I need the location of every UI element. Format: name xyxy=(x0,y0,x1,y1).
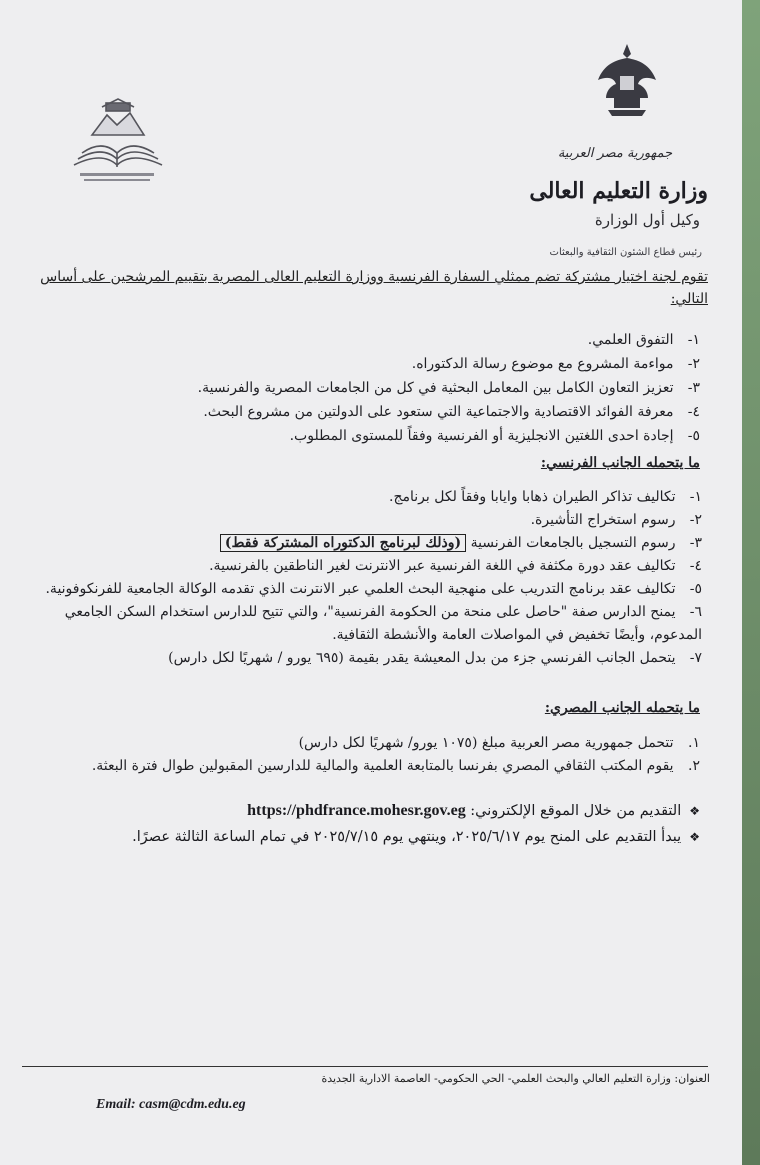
footer-address: العنوان: وزارة التعليم العالي والبحث العلمي- الحي الحكومي- العاصمة الادارية الجديدة xyxy=(321,1072,710,1085)
university-logo-icon xyxy=(62,95,172,190)
list-item: ٢- مواءمة المشروع مع موضوع رسالة الدكتوراه. xyxy=(411,356,700,372)
application-bullets xyxy=(60,798,700,850)
list-item: ٧- يتحمل الجانب الفرنسي جزء من بدل المعيشة يقدر بقيمة (٦٩٥ يورو / شهريًا لكل دارس) xyxy=(168,650,702,666)
criteria-list xyxy=(180,328,700,448)
list-item: ❖التقديم من خلال الموقع الإلكتروني: https://phdfrance.mohesr.gov.eg xyxy=(60,798,700,824)
eagle-emblem-icon xyxy=(594,40,660,120)
list-item: ٢- رسوم استخراج التأشيرة. xyxy=(530,512,702,528)
list-item: ٤- تكاليف عقد دورة مكثفة في اللغة الفرنسية عبر الانترنت لغير الناطقين بالفرنسية. xyxy=(209,558,702,574)
header-deputy: وكيل أول الوزارة xyxy=(594,211,700,229)
french-side-list xyxy=(22,486,702,670)
french-side-title: ما يتحمله الجانب الفرنسي: xyxy=(540,455,700,471)
header-country: جمهورية مصر العربية xyxy=(557,146,673,161)
list-item: ٣- تعزيز التعاون الكامل بين المعامل البحثية في كل من الجامعات المصرية والفرنسية. xyxy=(197,380,700,396)
list-item: ١. تتحمل جمهورية مصر العربية مبلغ (١٠٧٥ يورو/ شهريًا لكل دارس) xyxy=(298,735,700,751)
list-item: ٥- تكاليف عقد برنامج التدريب على منهجية البحث العلمي عبر الانترنت الذي تقدمه الوكالة الجامعية للفرنكوفونية. xyxy=(45,581,702,597)
list-item: ٣- رسوم التسجيل بالجامعات الفرنسية (وذلك لبرنامج الدكتوراه المشتركة فقط) xyxy=(22,532,702,555)
joint-phd-note: (وذلك لبرنامج الدكتوراه المشتركة فقط) xyxy=(220,534,466,552)
list-item: ❖يبدأ التقديم على المنح يوم ٢٠٢٥/٦/١٧، وينتهي يوم ٢٠٢٥/٧/١٥ في تمام الساعة الثالثة عصرًا. xyxy=(60,824,700,850)
egyptian-side-list xyxy=(40,732,700,778)
list-item: ٢. يقوم المكتب الثقافي المصري بفرنسا بالمتابعة العلمية والمالية للدارسين المقبولين طوال فترة البعثة. xyxy=(91,758,700,774)
intro-paragraph: تقوم لجنة اختيار مشتركة تضم ممثلي السفارة الفرنسية ووزارة التعليم العالى المصرية بتقييم المرشحين على أساس التالي: xyxy=(40,269,708,307)
list-item: ٤- معرفة الفوائد الاقتصادية والاجتماعية التي ستعود على الدولتين من مشروع البحث. xyxy=(203,404,700,420)
footer-divider xyxy=(22,1066,708,1067)
header-sector: رئيس قطاع الشئون الثقافية والبعثات xyxy=(549,247,702,258)
footer-email[interactable]: Email: casm@cdm.edu.eg xyxy=(96,1097,246,1112)
bullet-diamond-icon: ❖ xyxy=(689,830,700,844)
list-item: ٥- إجادة احدى اللغتين الانجليزية أو الفرنسية وفقاً للمستوى المطلوب. xyxy=(289,428,700,444)
list-item: ١- التفوق العلمي. xyxy=(587,332,700,348)
website-link[interactable]: https://phdfrance.mohesr.gov.eg xyxy=(247,802,466,819)
list-item: ١- تكاليف تذاكر الطيران ذهابا وايابا وفقاً لكل برنامج. xyxy=(389,489,702,505)
bullet-diamond-icon: ❖ xyxy=(689,804,700,818)
header-ministry: وزارة التعليم العالى xyxy=(529,178,708,204)
egyptian-side-title: ما يتحمله الجانب المصري: xyxy=(544,700,700,716)
list-item: ٦- يمنح الدارس صفة "حاصل على منحة من الحكومة الفرنسية"، والتي تتيح للدارس استخدام السكن الجامعي المدعوم، وأيضًا تخفيض في المواصلات العامة والأنشطة الثقافية. xyxy=(64,604,702,643)
background-edge xyxy=(742,0,760,1165)
